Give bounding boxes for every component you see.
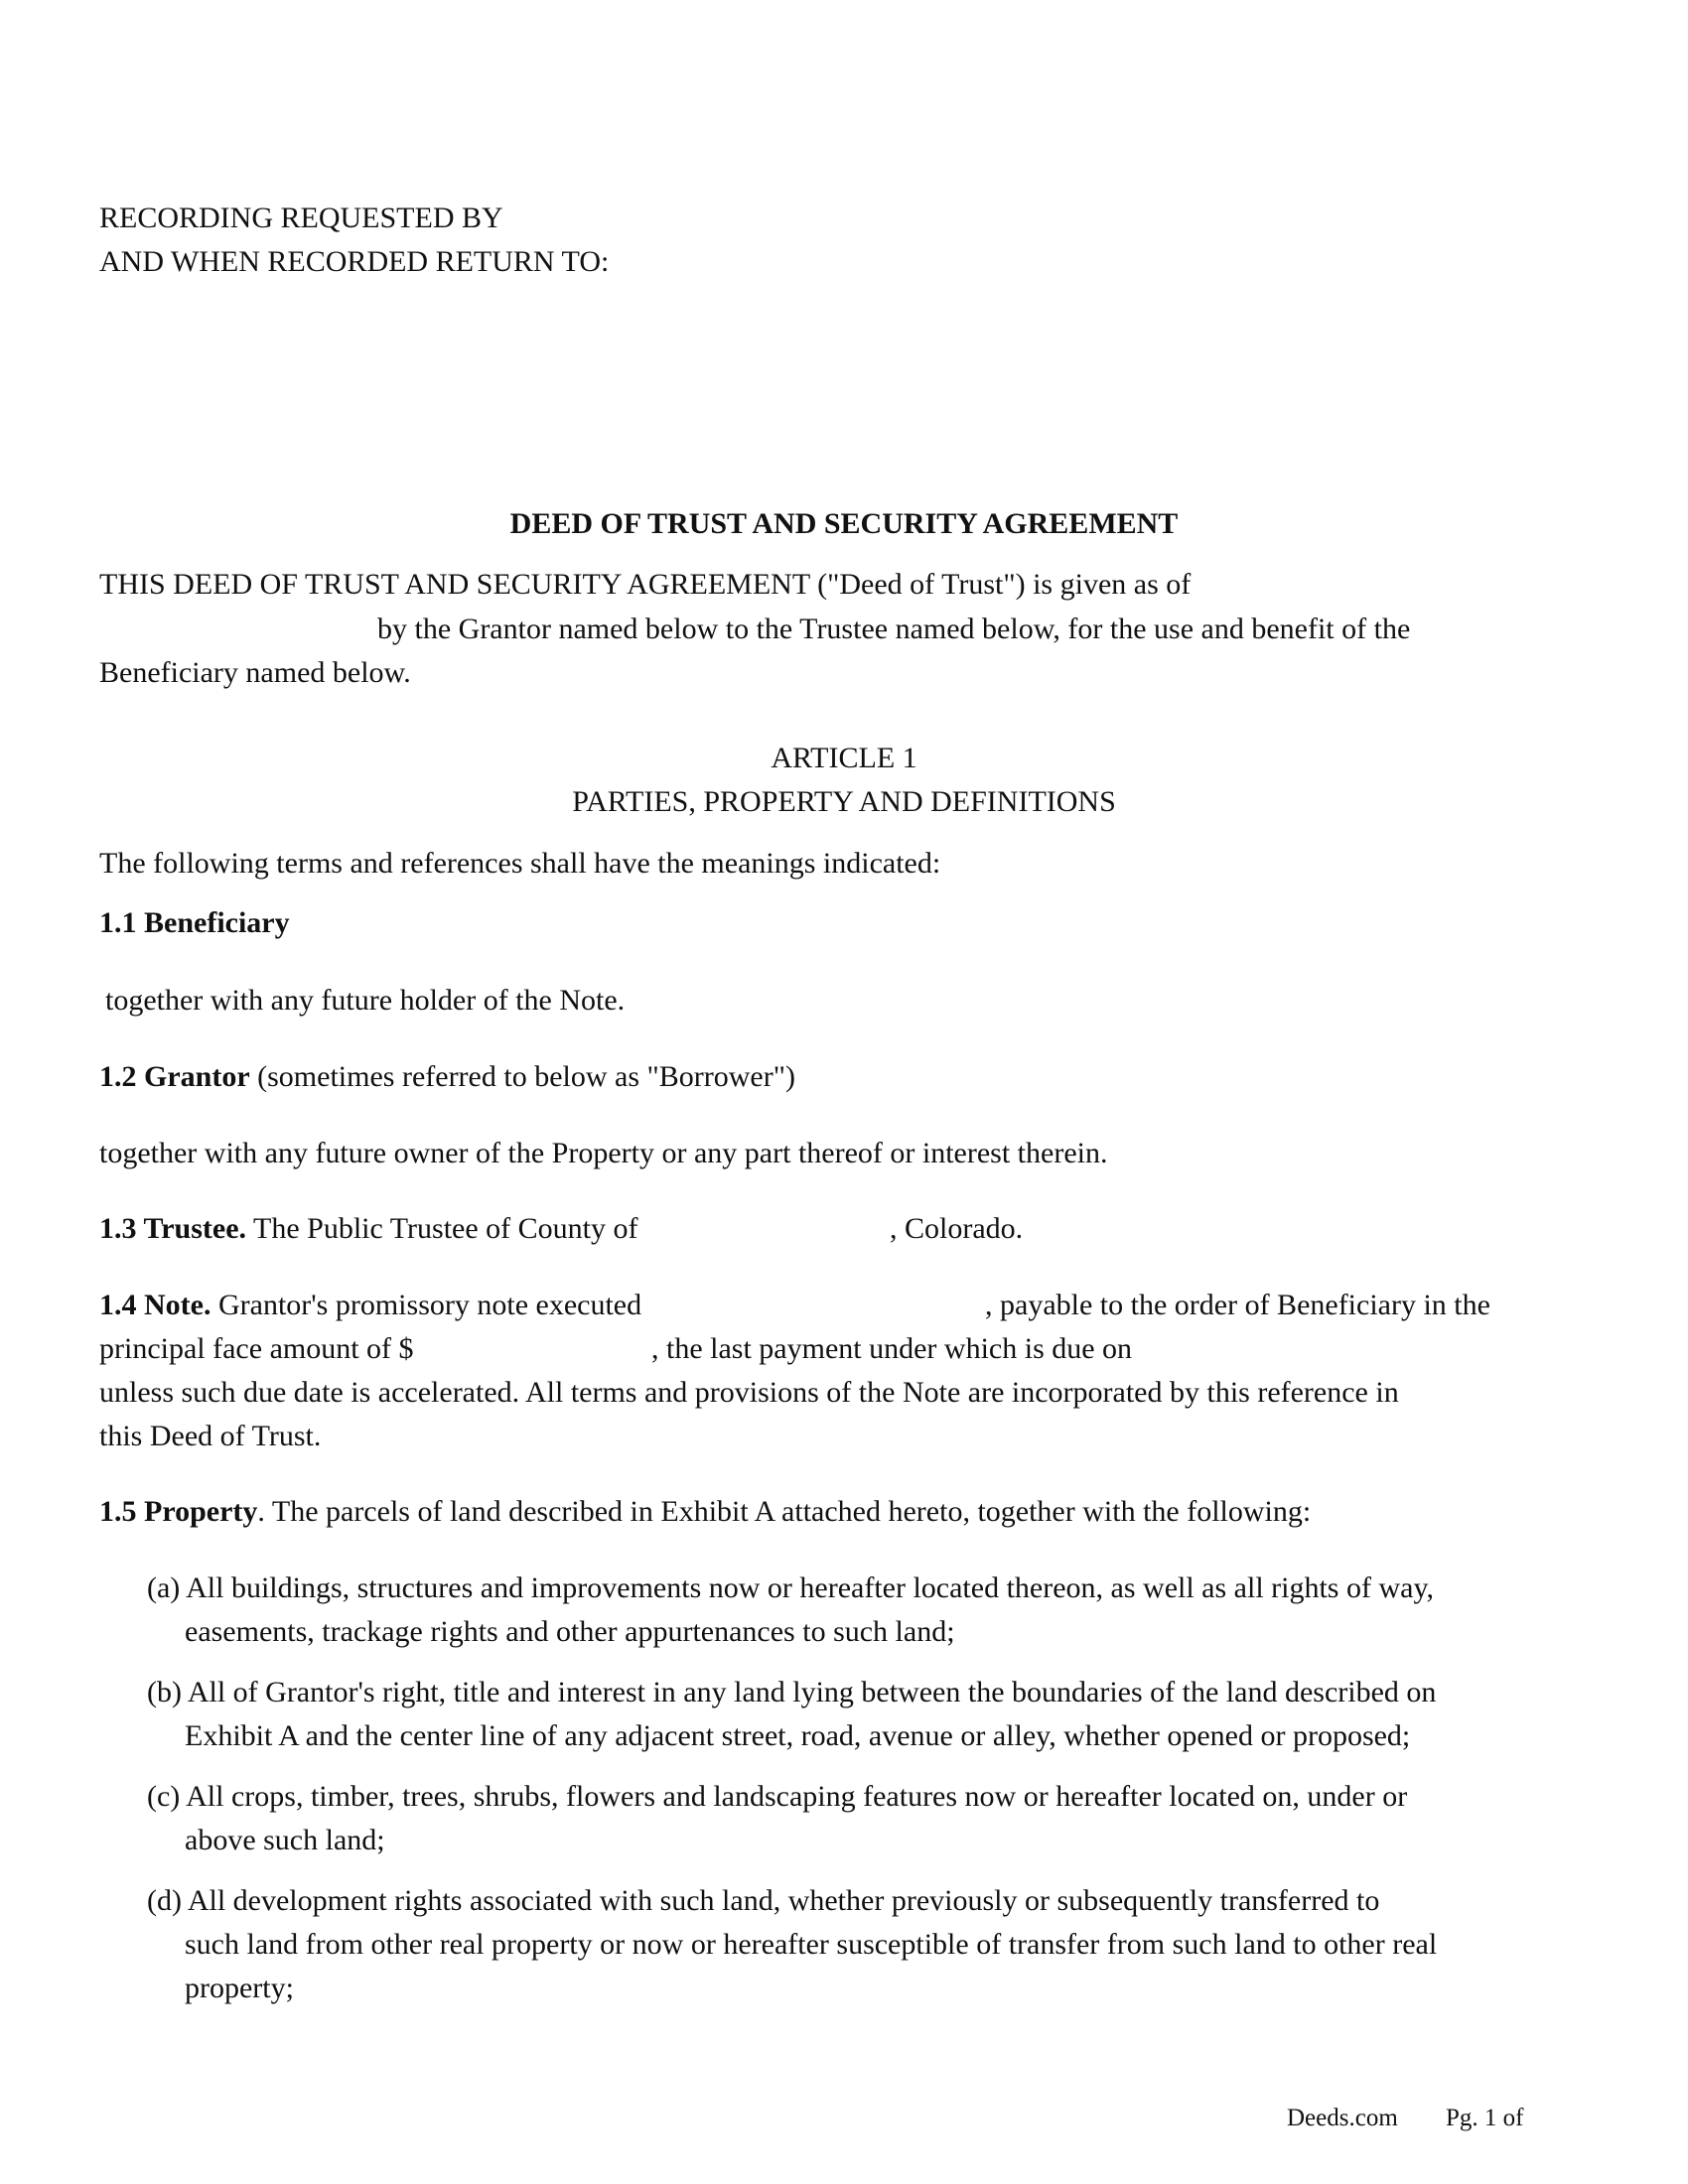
- property-item-c-line-1: (c) All crops, timber, trees, shrubs, flowers and landscaping features now or hereafter located on, under or: [147, 1780, 1408, 1813]
- section-1-3-text-b: , Colorado.: [890, 1212, 1024, 1245]
- property-item-c-line-2: above such land;: [185, 1824, 385, 1856]
- section-1-2-heading: [99, 1055, 795, 1099]
- section-1-1-label: 1.1 Beneficiary: [99, 906, 290, 939]
- section-1-4-line-1b: , payable to the order of Beneficiary in the: [985, 1289, 1490, 1321]
- section-1-2-label: 1.2 Grantor: [99, 1060, 250, 1093]
- section-1-4-label: 1.4 Note.: [99, 1289, 211, 1321]
- property-item-d-line-2: such land from other real property or now or hereafter susceptible of transfer from such land to other real: [185, 1928, 1438, 1961]
- section-1-4-line-2a: principal face amount of $: [99, 1332, 414, 1365]
- property-item-d-line-1: (d) All development rights associated with such land, whether previously or subsequently transferred to: [147, 1884, 1380, 1917]
- intro-line-2: by the Grantor named below to the Trustee named below, for the use and benefit of the: [377, 613, 1411, 645]
- property-item-b-line-2: Exhibit A and the center line of any adjacent street, road, avenue or alley, whether opened or proposed;: [185, 1719, 1411, 1752]
- recording-requested-line: RECORDING REQUESTED BY: [99, 202, 503, 234]
- section-1-4-line-1a: Grantor's promissory note executed: [211, 1289, 642, 1321]
- footer-page-number: Pg. 1 of: [1446, 2105, 1524, 2131]
- section-1-1-text: together with any future holder of the Note.: [105, 984, 626, 1017]
- section-1-5-label: 1.5 Property: [99, 1495, 258, 1528]
- article-subheading: PARTIES, PROPERTY AND DEFINITIONS: [572, 785, 1116, 818]
- recorded-return-line: AND WHEN RECORDED RETURN TO:: [99, 245, 610, 278]
- definitions-lead: The following terms and references shall have the meanings indicated:: [99, 847, 941, 880]
- section-1-4-line-3: unless such due date is accelerated. All terms and provisions of the Note are incorporated by this reference in: [99, 1376, 1399, 1409]
- footer-site: Deeds.com: [1287, 2105, 1398, 2131]
- section-1-4-line-2b: , the last payment under which is due on: [651, 1332, 1133, 1365]
- intro-line-1: THIS DEED OF TRUST AND SECURITY AGREEMENT ("Deed of Trust") is given as of: [99, 568, 1192, 601]
- property-item-a-line-1: (a) All buildings, structures and improvements now or hereafter located thereon, as well as all rights of way,: [147, 1571, 1435, 1604]
- property-item-a-line-2: easements, trackage rights and other appurtenances to such land;: [185, 1615, 955, 1648]
- section-1-4-line-1: [99, 1284, 641, 1327]
- document-title: DEED OF TRUST AND SECURITY AGREEMENT: [509, 507, 1179, 540]
- article-heading: ARTICLE 1: [771, 742, 917, 774]
- property-item-b-line-1: (b) All of Grantor's right, title and interest in any land lying between the boundaries of the land described on: [147, 1676, 1437, 1708]
- section-1-5-line: [99, 1490, 1311, 1534]
- section-1-2-text: together with any future owner of the Property or any part thereof or interest therein.: [99, 1137, 1108, 1169]
- section-1-5-text: . The parcels of land described in Exhibit A attached hereto, together with the following:: [257, 1495, 1312, 1528]
- section-1-2-label-rest: (sometimes referred to below as "Borrower"): [249, 1060, 795, 1093]
- section-1-3-line: [99, 1207, 638, 1251]
- intro-line-3: Beneficiary named below.: [99, 656, 411, 689]
- section-1-4-line-4: this Deed of Trust.: [99, 1420, 322, 1452]
- section-1-3-text-a: The Public Trustee of County of: [246, 1212, 638, 1245]
- property-item-d-line-3: property;: [185, 1972, 294, 2004]
- section-1-3-label: 1.3 Trustee.: [99, 1212, 247, 1245]
